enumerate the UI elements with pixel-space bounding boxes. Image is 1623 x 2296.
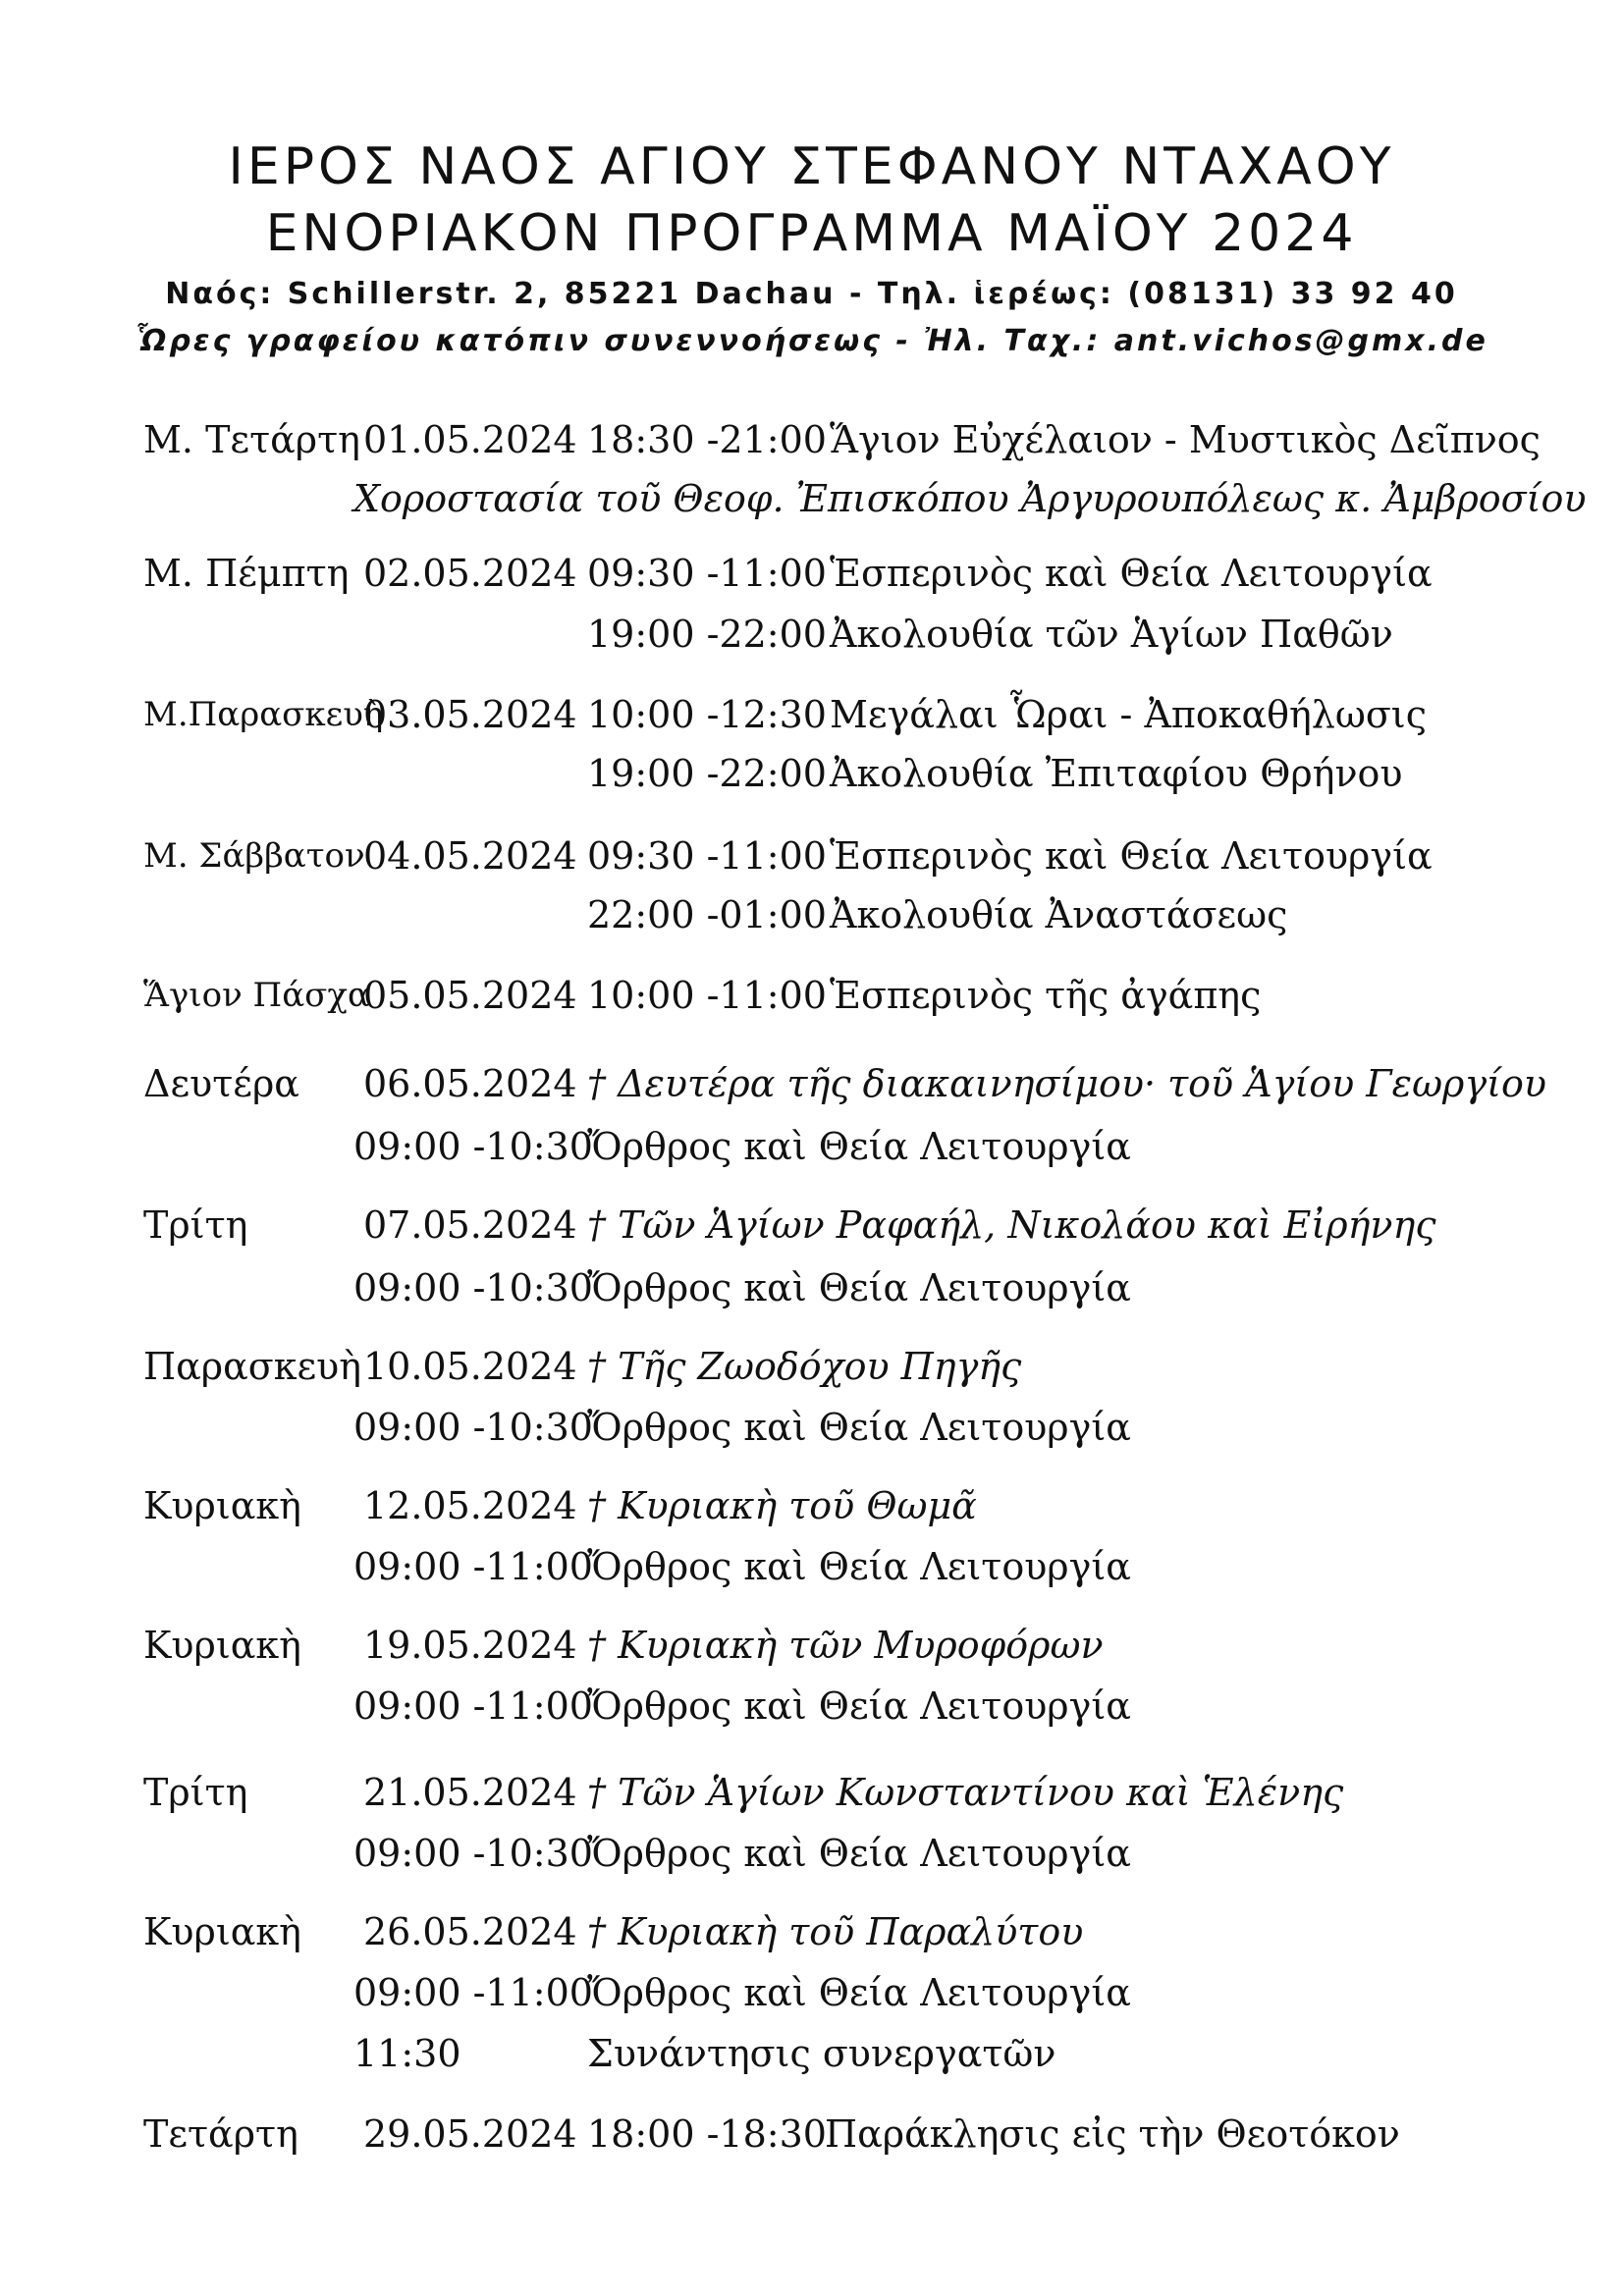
service: Ἑσπερινὸς τῆς ἀγάπης xyxy=(830,974,1262,1017)
service: Ὄρθρος καὶ Θεία Λειτουργία xyxy=(587,1125,1131,1168)
feast-name: † Τῶν Ἁγίων Ραφαήλ, Νικολάου καὶ Εἰρήνης xyxy=(587,1203,1436,1247)
time: 09:30 -11:00 xyxy=(587,552,827,595)
time: 10:00 -12:30 xyxy=(587,693,827,736)
time: 09:00 -10:30 xyxy=(353,1406,593,1449)
service: Ἑσπερινὸς καὶ Θεία Λειτουργία xyxy=(830,552,1433,595)
day-label: Δευτέρα xyxy=(143,1062,299,1105)
day-label: Τρίτη xyxy=(143,1203,248,1247)
time: 19:00 -22:00 xyxy=(587,752,827,795)
service: Ὄρθρος καὶ Θεία Λειτουργία xyxy=(587,1406,1131,1449)
service: Ὄρθρος καὶ Θεία Λειτουργία xyxy=(587,1266,1131,1309)
day-label: Μ. Σάββατον xyxy=(143,836,365,876)
service: Ἅγιον Εὐχέλαιον - Μυστικὸς Δεῖπνος xyxy=(830,418,1541,461)
time: 09:00 -10:30 xyxy=(353,1832,593,1875)
time: 09:00 -10:30 xyxy=(353,1266,593,1309)
day-label: Μ.Παρασκευὴ xyxy=(143,695,384,734)
time: 11:30 xyxy=(353,2032,461,2075)
day-label: Ἅγιον Πάσχα xyxy=(143,976,370,1015)
service: Μεγάλαι Ὧραι - Ἀποκαθήλωσις xyxy=(830,693,1427,736)
service: Ὄρθρος καὶ Θεία Λειτουργία xyxy=(587,1832,1131,1875)
day-label: Κυριακὴ xyxy=(143,1484,301,1527)
time: 18:30 -21:00 xyxy=(587,418,827,461)
time: 22:00 -01:00 xyxy=(587,893,827,936)
date: 19.05.2024 xyxy=(363,1624,577,1667)
feast-name: † Τῶν Ἁγίων Κωνσταντίνου καὶ Ἑλένης xyxy=(587,1771,1344,1814)
feast-name: † Δευτέρα τῆς διακαινησίμου· τοῦ Ἁγίου Γεωργίου xyxy=(587,1062,1546,1105)
service: Ὄρθρος καὶ Θεία Λειτουργία xyxy=(587,1545,1131,1588)
service: Παράκλησις εἰς τὴν Θεοτόκον xyxy=(825,2112,1400,2156)
service: Ἑσπερινὸς καὶ Θεία Λειτουργία xyxy=(830,834,1433,878)
date: 05.05.2024 xyxy=(363,974,577,1017)
date: 10.05.2024 xyxy=(363,1345,577,1388)
service: Ἀκολουθία τῶν Ἁγίων Παθῶν xyxy=(830,613,1393,656)
time: 09:00 -11:00 xyxy=(353,1971,593,2014)
date: 06.05.2024 xyxy=(363,1062,577,1105)
day-label: Μ. Τετάρτη xyxy=(143,418,360,461)
feast-name: † Κυριακὴ τοῦ Παραλύτου xyxy=(587,1910,1084,1953)
service: Ὄρθρος καὶ Θεία Λειτουργία xyxy=(587,1684,1131,1728)
time: 18:00 -18:30 xyxy=(587,2112,827,2156)
feast-name: † Κυριακὴ τῶν Μυροφόρων xyxy=(587,1624,1104,1667)
office-line: Ὧρες γραφείου κατόπιν συνεννοήσεως - Ἠλ. Ταχ.: ant.vichos@gmx.de xyxy=(135,324,1488,358)
time: 09:00 -11:00 xyxy=(353,1684,593,1728)
day-label: Τετάρτη xyxy=(143,2112,298,2156)
date: 02.05.2024 xyxy=(363,552,577,595)
feast-name: † Κυριακὴ τοῦ Θωμᾶ xyxy=(587,1484,977,1527)
feast-name: † Τῆς Ζωοδόχου Πηγῆς xyxy=(587,1345,1022,1388)
date: 26.05.2024 xyxy=(363,1910,577,1953)
date: 29.05.2024 xyxy=(363,2112,577,2156)
date: 04.05.2024 xyxy=(363,834,577,878)
service: Ἀκολουθία Ἀναστάσεως xyxy=(830,893,1288,936)
date: 12.05.2024 xyxy=(363,1484,577,1527)
day-label: Κυριακὴ xyxy=(143,1624,301,1667)
time: 19:00 -22:00 xyxy=(587,613,827,656)
service-note: Χοροστασία τοῦ Θεοφ. Ἐπισκόπου Ἀργυρουπόλεως κ. Ἀμβροσίου xyxy=(353,477,1587,520)
program-title: ΕΝΟΡΙΑΚΟΝ ΠΡΟΓΡΑΜΜΑ ΜΑΪΟΥ 2024 xyxy=(265,204,1358,263)
date: 21.05.2024 xyxy=(363,1771,577,1814)
time: 09:00 -10:30 xyxy=(353,1125,593,1168)
time: 10:00 -11:00 xyxy=(587,974,827,1017)
day-label: Τρίτη xyxy=(143,1771,248,1814)
date: 01.05.2024 xyxy=(363,418,577,461)
day-label: Μ. Πέμπτη xyxy=(143,552,350,595)
church-title: ΙΕΡΟΣ ΝΑΟΣ ΑΓΙΟΥ ΣΤΕΦΑΝΟΥ ΝΤΑΧΑΟΥ xyxy=(228,137,1395,196)
service: Συνάντησις συνεργατῶν xyxy=(587,2032,1056,2075)
time: 09:00 -11:00 xyxy=(353,1545,593,1588)
date: 07.05.2024 xyxy=(363,1203,577,1247)
time: 09:30 -11:00 xyxy=(587,834,827,878)
address-line: Ναός: Schillerstr. 2, 85221 Dachau - Τηλ. ἱερέως: (08131) 33 92 40 xyxy=(165,277,1458,311)
day-label: Παρασκευὴ xyxy=(143,1345,362,1388)
service: Ὄρθρος καὶ Θεία Λειτουργία xyxy=(587,1971,1131,2014)
date: 03.05.2024 xyxy=(363,693,577,736)
service: Ἀκολουθία Ἐπιταφίου Θρήνου xyxy=(830,752,1403,795)
day-label: Κυριακὴ xyxy=(143,1910,301,1953)
